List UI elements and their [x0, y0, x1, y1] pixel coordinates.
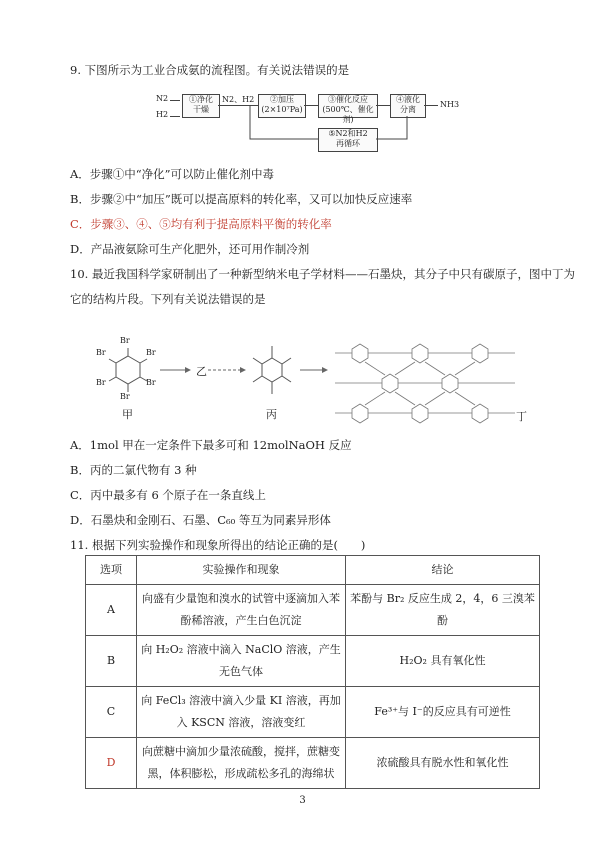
q10-option-a: A．1mol 甲在一定条件下最多可和 12molNaOH 反应	[70, 438, 352, 452]
row-conclusion: Fe³⁺与 I⁻的反应具有可逆性	[346, 687, 540, 738]
br-label-topright: Br	[146, 348, 156, 357]
br-label-topleft: Br	[96, 348, 106, 357]
flow-step-2: ②加压 (2×10⁷Pa)	[258, 94, 306, 118]
row-conclusion: 浓硫酸具有脱水性和氧化性	[346, 738, 540, 789]
ammonia-flow-diagram	[150, 88, 470, 152]
table-row	[86, 738, 540, 789]
flow-step-4: ④液化 分离	[390, 94, 426, 118]
q10-stem-line1: 10. 最近我国科学家研制出了一种新型纳米电子学材料——石墨炔，其分子中只有碳原子，图中丁为	[70, 267, 575, 281]
header-option: 选项	[86, 556, 137, 585]
br-label-bottomleft: Br	[96, 378, 106, 387]
table-header-row	[86, 556, 540, 585]
table-row	[86, 636, 540, 687]
molecule-bing	[253, 346, 291, 394]
flow-input-h2: H2	[156, 110, 169, 119]
row-key: C	[86, 687, 137, 738]
q10-stem-line2: 它的结构片段。下列有关说法错误的是	[70, 292, 266, 306]
flow-input-n2: N2	[156, 94, 169, 103]
row-conclusion: H₂O₂ 具有氧化性	[346, 636, 540, 687]
molecule-jia	[109, 348, 147, 392]
row-operation: 向盛有少量饱和溴水的试管中逐滴加入苯酚稀溶液，产生白色沉淀	[137, 585, 346, 636]
row-key: D	[86, 738, 137, 789]
header-operation: 实验操作和现象	[137, 556, 346, 585]
flow-step-3: ③催化反应 (500℃、催化剂)	[318, 94, 378, 118]
row-conclusion: 苯酚与 Br₂ 反应生成 2，4，6 三溴苯酚	[346, 585, 540, 636]
flow-output: NH3	[440, 100, 460, 109]
page-number: 3	[299, 795, 306, 806]
row-operation: 向 H₂O₂ 溶液中滴入 NaClO 溶液，产生无色气体	[137, 636, 346, 687]
label-bing: 丙	[266, 408, 277, 421]
q11-stem: 11. 根据下列实验操作和现象所得出的结论正确的是( )	[70, 538, 366, 552]
label-ding: 丁	[516, 410, 527, 423]
q9-option-c: C．步骤③、④、⑤均有利于提高原料平衡的转化率	[70, 217, 332, 231]
q10-option-b: B．丙的二氯代物有 3 种	[70, 463, 197, 477]
row-operation: 向蔗糖中滴加少量浓硫酸，搅拌，蔗糖变黑，体积膨松，形成疏松多孔的海绵状	[137, 738, 346, 789]
label-jia: 甲	[122, 408, 133, 421]
row-key: B	[86, 636, 137, 687]
flow-mid-label: N2、H2	[222, 95, 255, 104]
q9-option-a: A．步骤①中“净化”可以防止催化剂中毒	[70, 167, 275, 181]
table-row	[86, 585, 540, 636]
row-operation: 向 FeCl₃ 溶液中滴入少量 KI 溶液，再加入 KSCN 溶液，溶液变红	[137, 687, 346, 738]
q9-stem: 9. 下图所示为工业合成氨的流程图。有关说法错误的是	[70, 63, 350, 77]
table-row	[86, 687, 540, 738]
q11-table	[85, 555, 540, 789]
br-label-top: Br	[120, 336, 130, 345]
label-yi: 乙	[196, 365, 207, 378]
q9-option-b: B．步骤②中“加压”既可以提高原料的转化率，又可以加快反应速率	[70, 192, 413, 206]
header-conclusion: 结论	[346, 556, 540, 585]
row-key: A	[86, 585, 137, 636]
graphyne-diagram	[90, 330, 530, 425]
br-label-bottomright: Br	[146, 378, 156, 387]
flow-recycle-lines	[150, 88, 470, 152]
flow-step-1: ①净化 干燥	[182, 94, 220, 118]
br-label-bottom: Br	[120, 392, 130, 401]
graphyne-network	[335, 344, 515, 423]
flow-step-5: ⑤N2和H2 再循环	[318, 128, 378, 152]
q9-option-d: D．产品液氨除可生产化肥外，还可用作制冷剂	[70, 242, 310, 256]
q10-option-d: D．石墨炔和金刚石、石墨、C₆₀ 等互为同素异形体	[70, 513, 331, 527]
q10-option-c: C．丙中最多有 6 个原子在一条直线上	[70, 488, 266, 502]
